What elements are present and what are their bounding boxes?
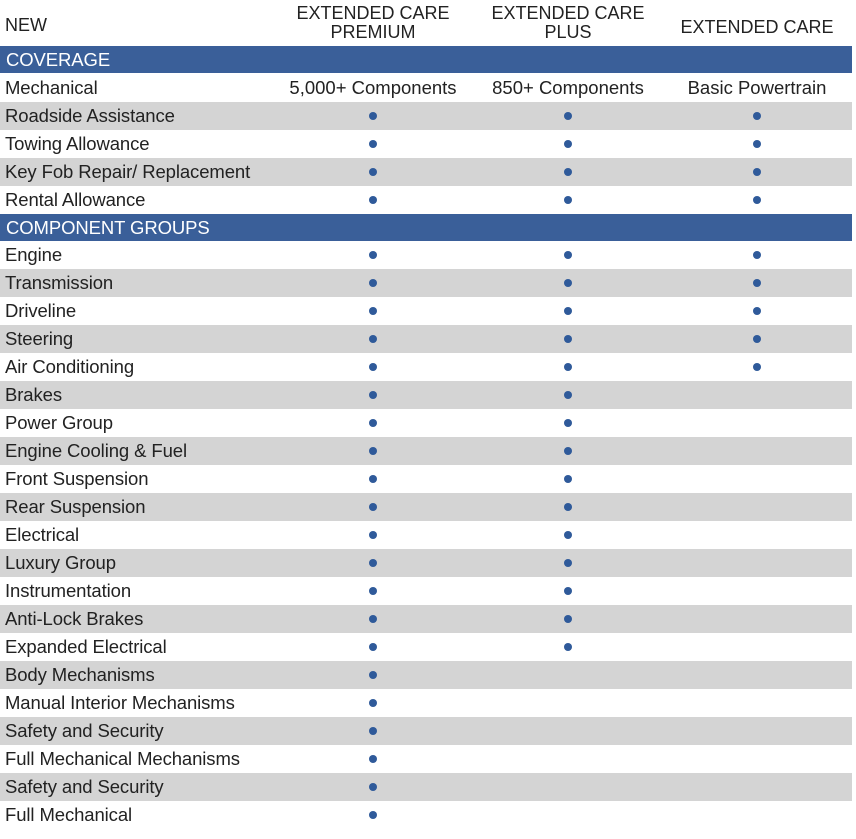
row-label: Driveline	[5, 300, 77, 321]
included-dot-icon	[369, 140, 377, 148]
row-cell	[273, 437, 473, 465]
row-cell	[273, 549, 473, 577]
table-row	[0, 689, 852, 717]
table-body	[0, 46, 852, 829]
row-cell	[273, 186, 473, 214]
table-row	[0, 801, 852, 829]
header-plan-plus-line2: PLUS	[544, 22, 592, 42]
header-plan-basic-line1: EXTENDED CARE	[680, 16, 834, 37]
included-dot-icon	[564, 531, 572, 539]
included-dot-icon	[753, 363, 761, 371]
included-dot-icon	[753, 335, 761, 343]
row-label: Engine Cooling & Fuel	[5, 440, 187, 461]
row-cell	[273, 325, 473, 353]
row-cell	[657, 409, 856, 437]
row-cell	[657, 241, 856, 269]
row-cell	[273, 745, 473, 773]
table-row	[0, 661, 852, 689]
section-title: COVERAGE	[6, 48, 111, 70]
row-cell	[468, 381, 668, 409]
table-row	[0, 493, 852, 521]
row-cell	[273, 241, 473, 269]
row-cell	[657, 297, 856, 325]
included-dot-icon	[753, 140, 761, 148]
row-cell	[657, 577, 856, 605]
included-dot-icon	[564, 559, 572, 567]
included-dot-icon	[753, 279, 761, 287]
row-cell	[657, 130, 856, 158]
row-cell	[468, 465, 668, 493]
row-cell	[657, 549, 856, 577]
row-cell	[273, 773, 473, 801]
table-row	[0, 717, 852, 745]
included-dot-icon	[369, 615, 377, 623]
row-cell	[657, 773, 856, 801]
row-cell	[468, 605, 668, 633]
included-dot-icon	[753, 251, 761, 259]
included-dot-icon	[564, 391, 572, 399]
row-cell	[273, 801, 473, 829]
row-cell	[657, 717, 856, 745]
row-cell	[468, 801, 668, 829]
table-row	[0, 409, 852, 437]
row-cell	[273, 297, 473, 325]
included-dot-icon	[369, 419, 377, 427]
table-row	[0, 74, 852, 102]
included-dot-icon	[369, 279, 377, 287]
row-cell	[273, 521, 473, 549]
included-dot-icon	[753, 196, 761, 204]
row-cell	[273, 577, 473, 605]
included-dot-icon	[564, 140, 572, 148]
included-dot-icon	[753, 168, 761, 176]
row-label: Anti-Lock Brakes	[5, 608, 144, 629]
included-dot-icon	[564, 335, 572, 343]
row-cell	[468, 689, 668, 717]
row-label: Steering	[5, 328, 74, 349]
row-cell	[273, 717, 473, 745]
row-label: Engine	[5, 244, 63, 265]
included-dot-icon	[369, 643, 377, 651]
included-dot-icon	[564, 475, 572, 483]
row-label: Power Group	[5, 412, 113, 433]
table-row	[0, 102, 852, 130]
included-dot-icon	[369, 699, 377, 707]
row-cell	[468, 269, 668, 297]
table-row	[0, 437, 852, 465]
row-cell	[468, 186, 668, 214]
header-plan-plus	[468, 0, 668, 46]
row-label: Towing Allowance	[5, 133, 150, 154]
row-cell	[468, 717, 668, 745]
included-dot-icon	[369, 335, 377, 343]
row-cell	[468, 158, 668, 186]
row-cell	[468, 130, 668, 158]
row-cell	[468, 325, 668, 353]
table-row	[0, 577, 852, 605]
row-label: Safety and Security	[5, 776, 164, 797]
included-dot-icon	[369, 811, 377, 819]
row-label: Luxury Group	[5, 552, 116, 573]
included-dot-icon	[564, 419, 572, 427]
included-dot-icon	[369, 391, 377, 399]
table-row	[0, 130, 852, 158]
row-cell	[273, 158, 473, 186]
included-dot-icon	[564, 643, 572, 651]
included-dot-icon	[564, 587, 572, 595]
table-row	[0, 325, 852, 353]
table-header	[0, 0, 856, 46]
row-cell	[657, 745, 856, 773]
header-new	[0, 0, 230, 46]
included-dot-icon	[564, 307, 572, 315]
row-cell	[468, 661, 668, 689]
row-cell	[468, 521, 668, 549]
row-cell	[657, 493, 856, 521]
row-cell	[657, 353, 856, 381]
included-dot-icon	[369, 475, 377, 483]
row-cell	[273, 381, 473, 409]
table-row	[0, 521, 852, 549]
included-dot-icon	[369, 559, 377, 567]
row-cell	[273, 605, 473, 633]
header-plan-premium-line2: PREMIUM	[330, 22, 416, 42]
row-cell	[657, 158, 856, 186]
row-label: Front Suspension	[5, 468, 149, 489]
section-header	[0, 214, 852, 241]
row-cell	[468, 549, 668, 577]
row-label: Rear Suspension	[5, 496, 146, 517]
row-cell	[273, 633, 473, 661]
header-plan-basic	[657, 0, 856, 50]
row-cell	[657, 605, 856, 633]
included-dot-icon	[564, 503, 572, 511]
included-dot-icon	[369, 168, 377, 176]
table-row	[0, 745, 852, 773]
row-cell	[657, 437, 856, 465]
included-dot-icon	[369, 112, 377, 120]
row-label: Safety and Security	[5, 720, 164, 741]
row-cell	[468, 493, 668, 521]
header-plan-premium-line1: EXTENDED CARE	[296, 3, 450, 23]
row-label: Expanded Electrical	[5, 636, 167, 657]
included-dot-icon	[564, 251, 572, 259]
row-label: Body Mechanisms	[5, 664, 155, 685]
row-label: Key Fob Repair/ Replacement	[5, 161, 251, 182]
included-dot-icon	[564, 279, 572, 287]
included-dot-icon	[369, 783, 377, 791]
row-label: Rental Allowance	[5, 189, 146, 210]
row-cell	[657, 381, 856, 409]
included-dot-icon	[369, 503, 377, 511]
row-cell	[273, 102, 473, 130]
row-label: Full Mechanical	[5, 804, 133, 825]
row-label: Transmission	[5, 272, 114, 293]
row-cell	[657, 521, 856, 549]
row-cell	[273, 689, 473, 717]
row-cell	[468, 102, 668, 130]
included-dot-icon	[369, 727, 377, 735]
row-label: Manual Interior Mechanisms	[5, 692, 235, 713]
row-cell	[273, 269, 473, 297]
header-new-label: NEW	[5, 14, 47, 35]
row-cell	[468, 745, 668, 773]
row-cell	[657, 269, 856, 297]
included-dot-icon	[564, 363, 572, 371]
table-row	[0, 241, 852, 269]
table-row	[0, 353, 852, 381]
included-dot-icon	[369, 755, 377, 763]
included-dot-icon	[369, 447, 377, 455]
row-cell	[273, 493, 473, 521]
row-cell	[273, 465, 473, 493]
included-dot-icon	[564, 112, 572, 120]
table-row	[0, 465, 852, 493]
row-cell	[657, 689, 856, 717]
table-row	[0, 297, 852, 325]
row-cell	[273, 130, 473, 158]
included-dot-icon	[753, 307, 761, 315]
row-cell: 5,000+ Components	[289, 77, 457, 98]
row-label: Mechanical	[5, 77, 98, 98]
header-plan-premium	[273, 0, 473, 46]
table-row	[0, 633, 852, 661]
included-dot-icon	[369, 587, 377, 595]
row-cell	[468, 241, 668, 269]
row-cell	[657, 801, 856, 829]
included-dot-icon	[369, 671, 377, 679]
row-label: Instrumentation	[5, 580, 132, 601]
table-row	[0, 158, 852, 186]
included-dot-icon	[564, 447, 572, 455]
included-dot-icon	[369, 363, 377, 371]
row-cell: Basic Powertrain	[687, 77, 827, 98]
table-row	[0, 773, 852, 801]
row-cell	[657, 465, 856, 493]
included-dot-icon	[369, 531, 377, 539]
row-cell	[273, 353, 473, 381]
row-cell	[657, 102, 856, 130]
included-dot-icon	[564, 196, 572, 204]
table-row	[0, 549, 852, 577]
section-header	[0, 46, 852, 73]
included-dot-icon	[369, 196, 377, 204]
row-cell: 850+ Components	[492, 77, 644, 98]
row-label: Brakes	[5, 384, 62, 405]
row-cell	[657, 325, 856, 353]
row-cell	[273, 661, 473, 689]
included-dot-icon	[753, 112, 761, 120]
row-cell	[468, 577, 668, 605]
row-cell	[657, 186, 856, 214]
section-title: COMPONENT GROUPS	[6, 216, 210, 238]
row-label: Air Conditioning	[5, 356, 135, 377]
table-row	[0, 269, 852, 297]
included-dot-icon	[369, 307, 377, 315]
row-cell	[273, 409, 473, 437]
table-row	[0, 381, 852, 409]
included-dot-icon	[564, 615, 572, 623]
row-label: Full Mechanical Mechanisms	[5, 748, 240, 769]
table-row	[0, 605, 852, 633]
row-cell	[468, 773, 668, 801]
row-cell	[468, 633, 668, 661]
row-cell	[468, 409, 668, 437]
row-cell	[657, 661, 856, 689]
table-row	[0, 186, 852, 214]
row-label: Electrical	[5, 524, 80, 545]
row-label: Roadside Assistance	[5, 105, 175, 126]
included-dot-icon	[369, 251, 377, 259]
header-plan-plus-line1: EXTENDED CARE	[491, 3, 645, 23]
included-dot-icon	[564, 168, 572, 176]
row-cell	[657, 633, 856, 661]
row-cell	[468, 297, 668, 325]
row-cell	[468, 353, 668, 381]
row-cell	[468, 437, 668, 465]
